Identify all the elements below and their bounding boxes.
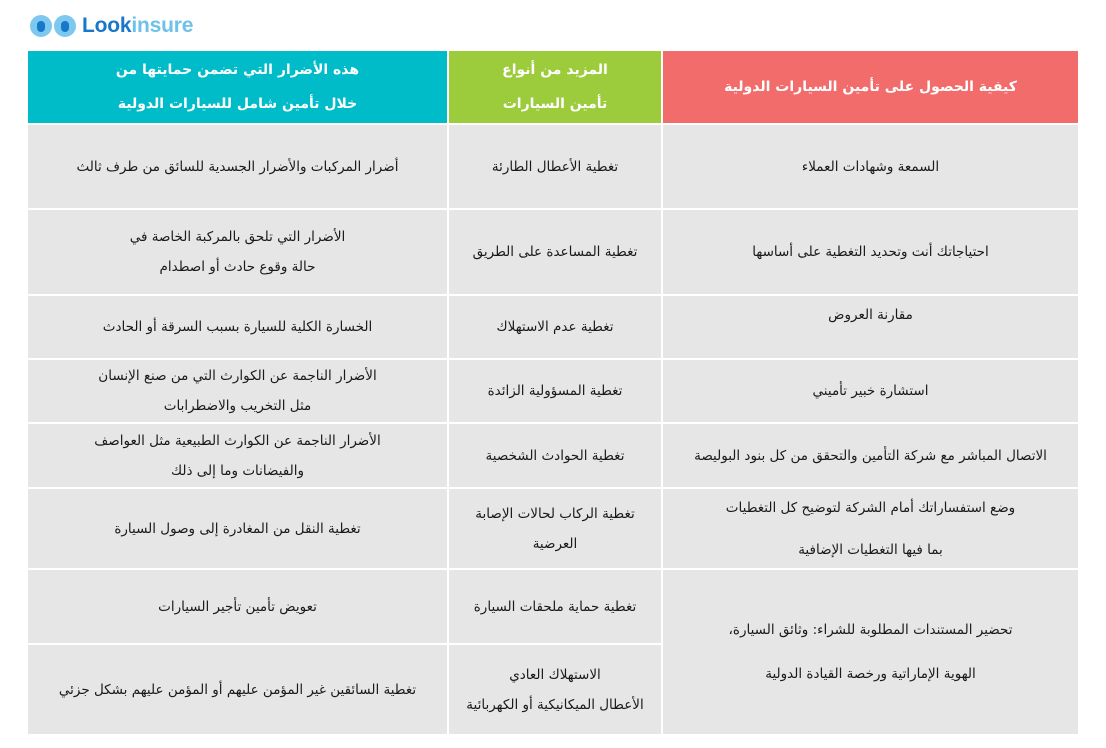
eyes-logo-icon [30, 15, 76, 37]
damage-item: تغطية السائقين غير المؤمن عليهم أو المؤمن عليهم بشكل جزئي [28, 645, 447, 734]
how-step-item: استشارة خبير تأميني [663, 360, 1078, 422]
damage-item: أضرار المركبات والأضرار الجسدية للسائق من طرف ثالث [28, 125, 447, 208]
insurance-type-item: تغطية حماية ملحقات السيارة [449, 570, 661, 643]
lookinsure-logo[interactable] [30, 12, 193, 40]
damage-item: الأضرار التي تلحق بالمركبة الخاصة في حالة وقوع حادث أو اصطدام [28, 210, 447, 294]
brand-name: Lookinsure [82, 14, 194, 37]
how-step-item: مقارنة العروض [663, 296, 1078, 358]
damage-item: الأضرار الناجمة عن الكوارث التي من صنع الإنسان مثل التخريب والاضطرابات [28, 360, 447, 422]
damage-item: تغطية النقل من المغادرة إلى وصول السيارة [28, 489, 447, 568]
insurance-type-item: تغطية الأعطال الطارئة [449, 125, 661, 208]
how-step-item: تحضير المستندات المطلوبة للشراء: وثائق السيارة، الهوية الإماراتية ورخصة القيادة الدولية [663, 570, 1078, 734]
insurance-type-item: تغطية المساعدة على الطريق [449, 210, 661, 294]
damage-item: الأضرار الناجمة عن الكوارث الطبيعية مثل العواصف والفيضانات وما إلى ذلك [28, 424, 447, 487]
header-more-types: المزيد من أنواع تأمين السيارات [449, 51, 661, 123]
insurance-type-item: تغطية الحوادث الشخصية [449, 424, 661, 487]
how-step-item: السمعة وشهادات العملاء [663, 125, 1078, 208]
insurance-type-item: تغطية الركاب لحالات الإصابة العرضية [449, 489, 661, 568]
insurance-table [28, 51, 1076, 720]
damage-item: الخسارة الكلية للسيارة بسبب السرقة أو الحادث [28, 296, 447, 358]
header-damages: هذه الأضرار التي تضمن حمايتها من خلال تأمين شامل للسيارات الدولية [28, 51, 447, 123]
insurance-type-item: تغطية المسؤولية الزائدة [449, 360, 661, 422]
header-how-to-get: كيفية الحصول على تأمين السيارات الدولية [663, 51, 1078, 123]
how-step-item: وضع استفساراتك أمام الشركة لتوضيح كل التغطيات بما فيها التغطيات الإضافية [663, 489, 1078, 568]
how-step-item: الاتصال المباشر مع شركة التأمين والتحقق من كل بنود البوليصة [663, 424, 1078, 487]
how-step-item: احتياجاتك أنت وتحديد التغطية على أساسها [663, 210, 1078, 294]
damage-item: تعويض تأمين تأجير السيارات [28, 570, 447, 643]
insurance-type-item: الاستهلاك العادي الأعطال الميكانيكية أو الكهربائية [449, 645, 661, 734]
insurance-type-item: تغطية عدم الاستهلاك [449, 296, 661, 358]
